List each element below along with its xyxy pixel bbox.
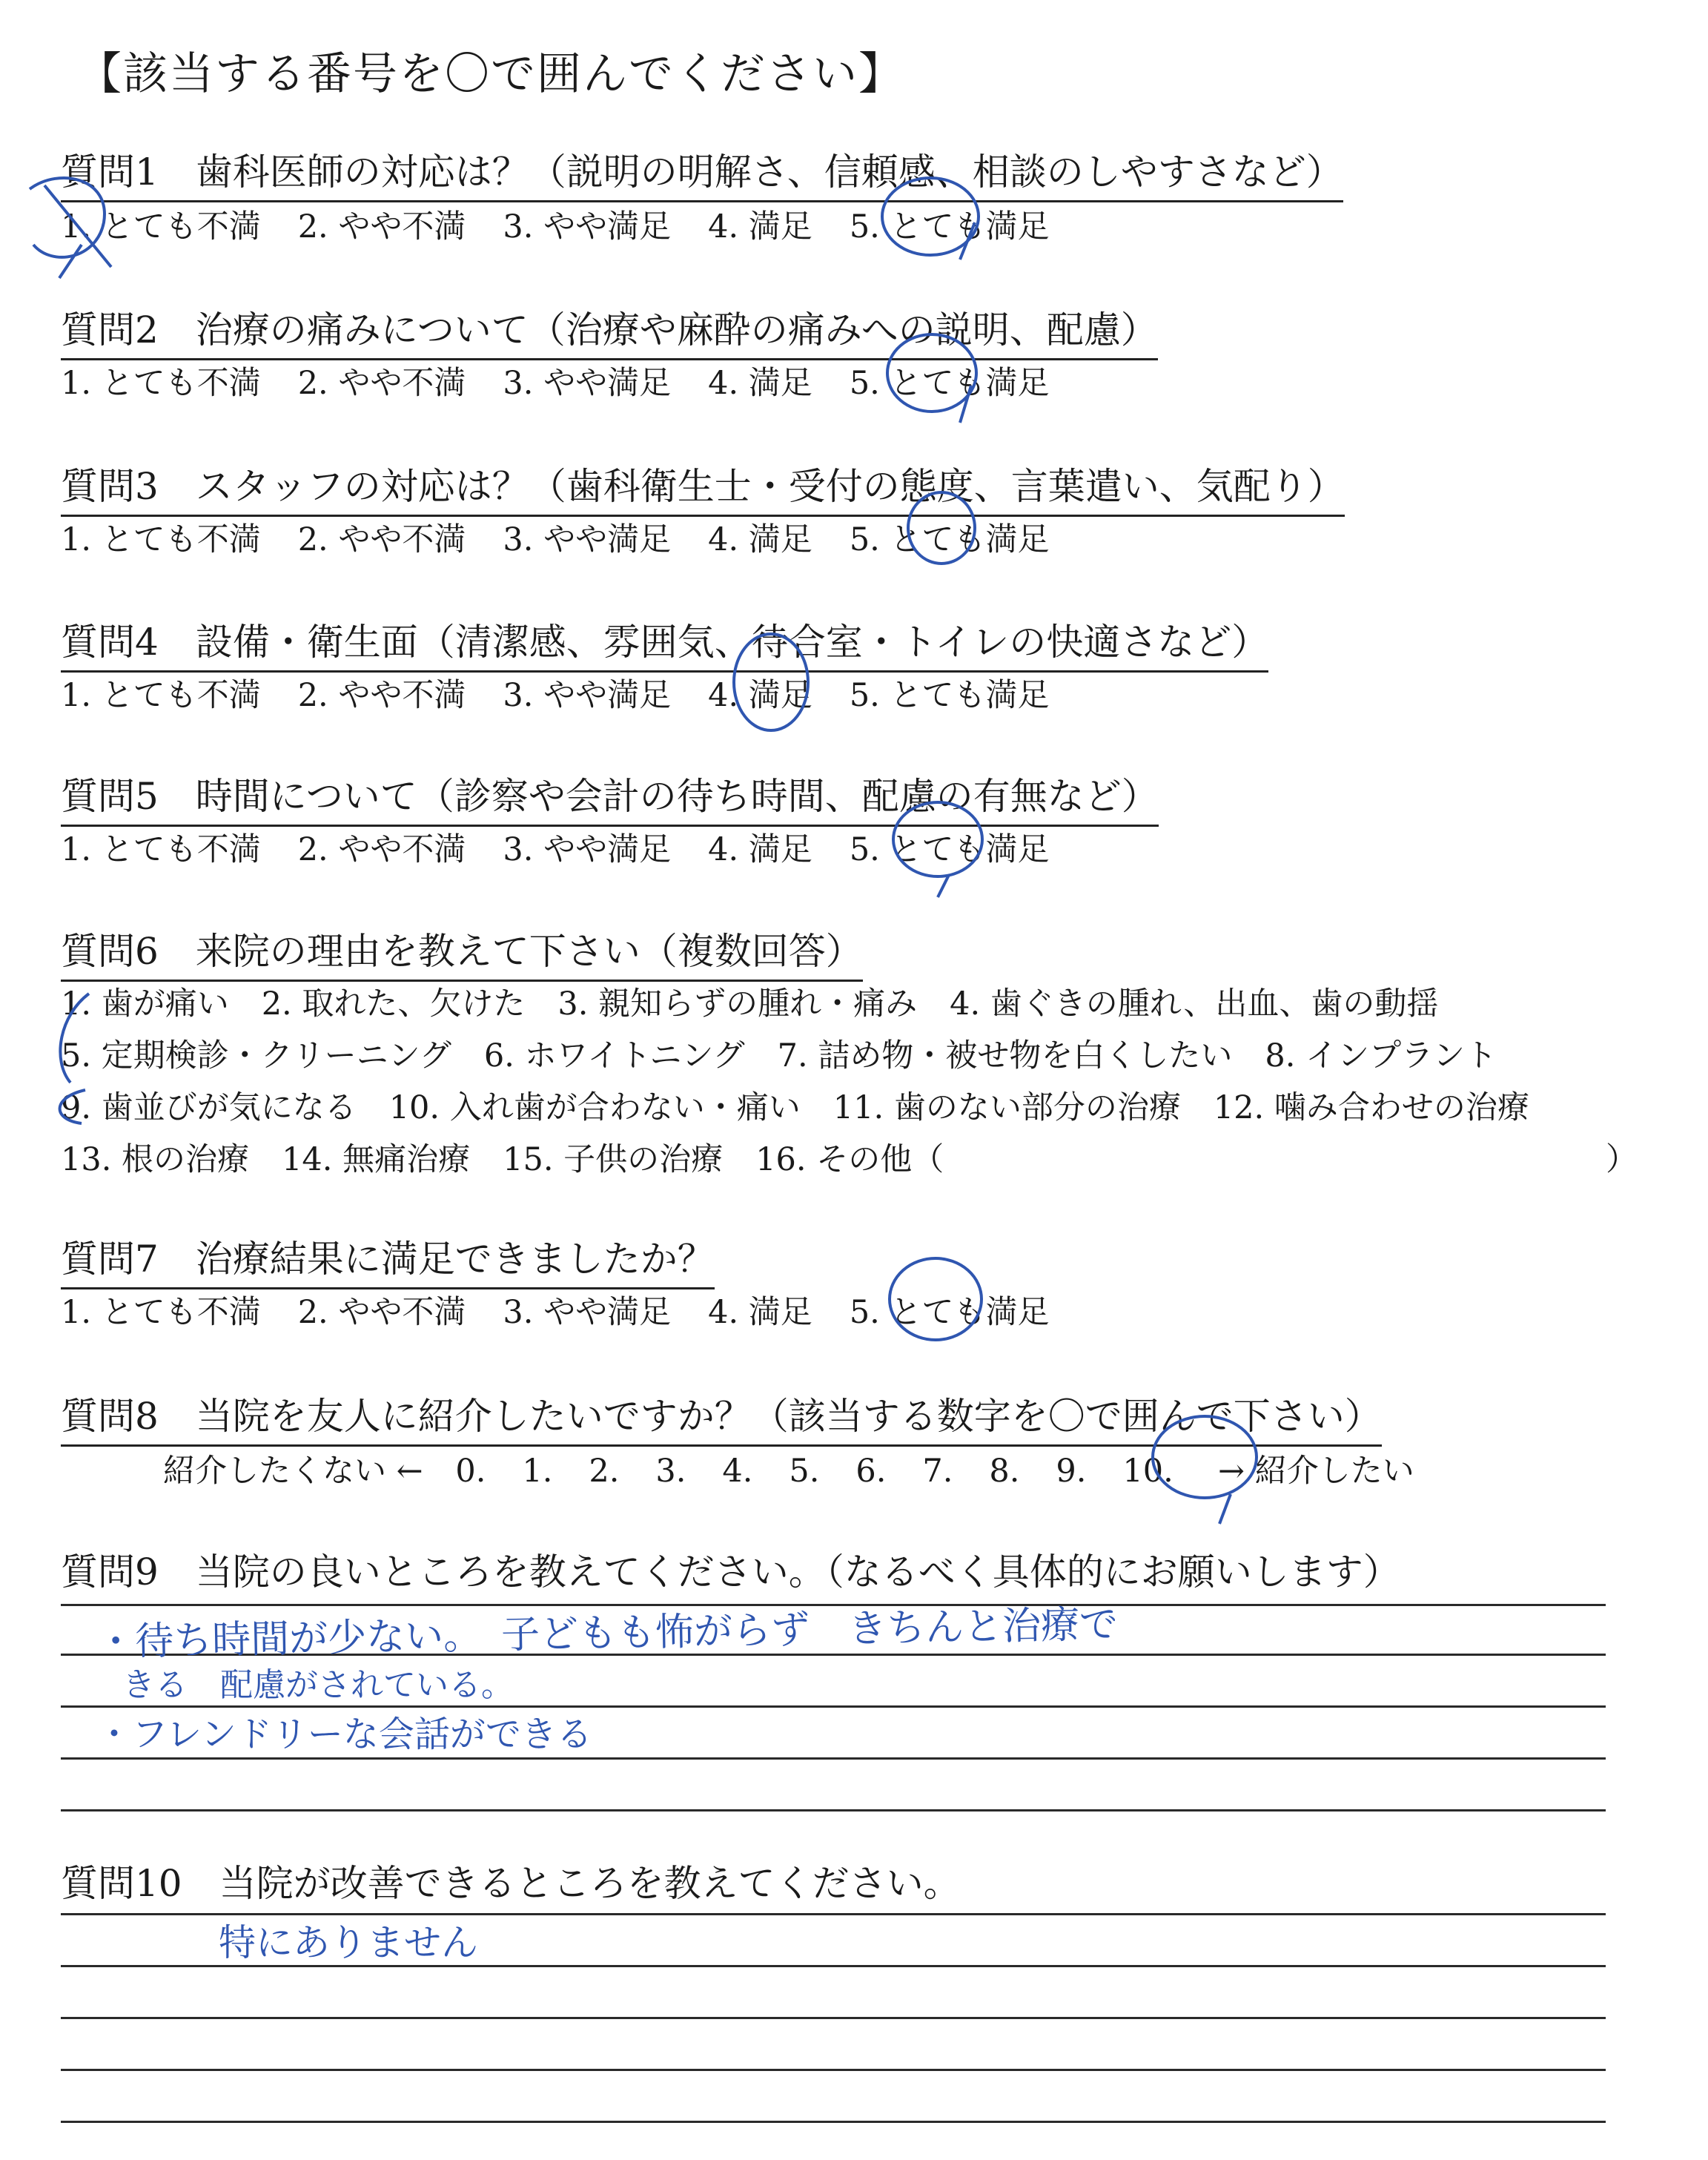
q1-option-5[interactable]: 5. とても満足 — [849, 208, 1050, 245]
q6-option-1[interactable]: 1. 歯が痛い — [61, 985, 229, 1023]
q6-option-4[interactable]: 4. 歯ぐきの腫れ、出血、歯の動揺 — [950, 985, 1439, 1023]
q4-option-4[interactable]: 4. 満足 — [708, 677, 812, 714]
q1-option-1[interactable]: 1. とても不満 — [61, 208, 261, 245]
q3-answer-circle — [908, 492, 975, 564]
q7-option-5[interactable]: 5. とても満足 — [849, 1294, 1050, 1331]
q6-option-6[interactable]: 6. ホワイトニング — [483, 1037, 745, 1074]
q3-option-4[interactable]: 4. 満足 — [708, 521, 812, 558]
q6-option-3[interactable]: 3. 親知らずの腫れ・痛み — [557, 985, 918, 1023]
q2-answer-circle — [887, 334, 976, 412]
q8-value-9[interactable]: 9. — [1056, 1453, 1087, 1490]
q2-option-4[interactable]: 4. 満足 — [708, 365, 812, 402]
question-10-heading: 質問10 当院が改善できるところを教えてください。 — [61, 1862, 961, 1905]
q2-option-3[interactable]: 3. やや満足 — [503, 365, 672, 402]
q8-value-2[interactable]: 2. — [589, 1453, 620, 1490]
q7-option-3[interactable]: 3. やや満足 — [503, 1294, 672, 1331]
q1-answer-circle — [882, 178, 979, 255]
q2-option-2[interactable]: 2. やや不満 — [297, 365, 466, 402]
q9-handwritten-line-1: ・待ち時間が少ない。 子どもも怖がらず きちんと治療で — [96, 1602, 1119, 1665]
q4-option-2[interactable]: 2. やや不満 — [297, 677, 466, 714]
q5-option-1[interactable]: 1. とても不満 — [61, 831, 261, 868]
q5-option-2[interactable]: 2. やや不満 — [297, 831, 466, 868]
page-title: 【該当する番号を〇で囲んでください】 — [77, 48, 904, 100]
q6-option-8[interactable]: 8. インプラント — [1265, 1037, 1497, 1074]
question-7-heading: 質問7 治療結果に満足できましたか？ — [61, 1229, 715, 1289]
q3-option-3[interactable]: 3. やや満足 — [503, 521, 672, 558]
q3-option-2[interactable]: 2. やや不満 — [297, 521, 466, 558]
q7-option-4[interactable]: 4. 満足 — [708, 1294, 812, 1331]
q9-handwritten-line-2: きる 配慮がされている。 — [122, 1666, 514, 1704]
q8-value-1[interactable]: 1. — [522, 1453, 553, 1490]
q5-answer-tail — [938, 875, 949, 897]
q1-crossed-mark — [30, 178, 111, 278]
q6-option-14[interactable]: 14. 無痛治療 — [282, 1141, 471, 1178]
q4-answer-circle — [734, 634, 808, 730]
q7-option-2[interactable]: 2. やや不満 — [297, 1294, 466, 1331]
question-8-heading: 質問8 当院を友人に紹介したいですか？（該当する数字を〇で囲んで下さい） — [61, 1387, 1382, 1447]
q1-option-4[interactable]: 4. 満足 — [708, 208, 812, 245]
q10-handwritten-line-1: 特にありません — [219, 1921, 478, 1964]
q6-option-5[interactable]: 5. 定期検診・クリーニング — [61, 1037, 451, 1074]
q4-option-1[interactable]: 1. とても不満 — [61, 677, 261, 714]
q8-value-10[interactable]: 10. — [1122, 1453, 1174, 1490]
q6-option-12[interactable]: 12. 噛み合わせの治療 — [1213, 1089, 1529, 1126]
question-1-heading: 質問1 歯科医師の対応は？（説明の明解さ、信頼感、相談のしやすさなど） — [61, 142, 1343, 202]
q8-left-label: 紹介したくない ← — [163, 1453, 423, 1490]
question-2-heading: 質問2 治療の痛みについて（治療や麻酔の痛みへの説明、配慮） — [61, 300, 1158, 360]
q6-option-10[interactable]: 10. 入れ歯が合わない・痛い — [388, 1089, 801, 1126]
q3-option-5[interactable]: 5. とても満足 — [849, 521, 1050, 558]
q6-option-11[interactable]: 11. 歯のない部分の治療 — [833, 1089, 1181, 1126]
q2-answer-tail — [960, 386, 971, 423]
q4-option-3[interactable]: 3. やや満足 — [503, 677, 672, 714]
q2-option-1[interactable]: 1. とても不満 — [61, 365, 261, 402]
q8-answer-circle — [1153, 1416, 1257, 1498]
q6-option-2[interactable]: 2. 取れた、欠けた — [261, 985, 526, 1023]
q7-option-1[interactable]: 1. とても不満 — [61, 1294, 261, 1331]
question-3-heading: 質問3 スタッフの対応は？（歯科衛生士・受付の態度、言葉遣い、気配り） — [61, 457, 1345, 517]
q5-option-4[interactable]: 4. 満足 — [708, 831, 812, 868]
q8-value-5[interactable]: 5. — [789, 1453, 820, 1490]
question-9-heading: 質問9 当院の良いところを教えてください。（なるべく具体的にお願いします） — [61, 1550, 1400, 1593]
q7-answer-circle — [890, 1258, 982, 1340]
question-6-heading: 質問6 来院の理由を教えて下さい（複数回答） — [61, 922, 863, 982]
q8-value-8[interactable]: 8. — [989, 1453, 1020, 1490]
q5-answer-circle — [893, 802, 982, 876]
question-5-heading: 質問5 時間について（診察や会計の待ち時間、配慮の有無など） — [61, 767, 1159, 827]
q8-answer-tail — [1219, 1494, 1231, 1524]
q8-value-6[interactable]: 6. — [855, 1453, 887, 1490]
q6-other-close-paren: ） — [1606, 1141, 1638, 1178]
q2-option-5[interactable]: 5. とても満足 — [849, 365, 1050, 402]
q5-option-5[interactable]: 5. とても満足 — [849, 831, 1050, 868]
q6-option-16[interactable]: 16. その他（ — [755, 1141, 944, 1178]
q6-option-7[interactable]: 7. 詰め物・被せ物を白くしたい — [777, 1037, 1233, 1074]
q4-option-5[interactable]: 5. とても満足 — [849, 677, 1050, 714]
q6-option-9[interactable]: 9. 歯並びが気になる — [61, 1089, 357, 1126]
question-4-heading: 質問4 設備・衛生面（清潔感、雰囲気、待合室・トイレの快適さなど） — [61, 612, 1268, 673]
q1-option-3[interactable]: 3. やや満足 — [503, 208, 672, 245]
q6-option-13[interactable]: 13. 根の治療 — [61, 1141, 250, 1178]
q6-option-15[interactable]: 15. 子供の治療 — [503, 1141, 724, 1178]
q8-value-3[interactable]: 3. — [655, 1453, 686, 1490]
q1-option-2[interactable]: 2. やや不満 — [297, 208, 466, 245]
q8-value-4[interactable]: 4. — [722, 1453, 753, 1490]
q8-value-7[interactable]: 7. — [922, 1453, 953, 1490]
q8-value-0[interactable]: 0. — [455, 1453, 486, 1490]
q8-right-label: → 紹介したい — [1218, 1453, 1414, 1490]
q5-option-3[interactable]: 3. やや満足 — [503, 831, 672, 868]
q1-answer-tail — [960, 222, 975, 260]
q6-answer-bracket — [60, 994, 89, 1123]
q3-option-1[interactable]: 1. とても不満 — [61, 521, 261, 558]
q9-handwritten-line-3: ・フレンドリーな会話ができる — [96, 1714, 592, 1755]
